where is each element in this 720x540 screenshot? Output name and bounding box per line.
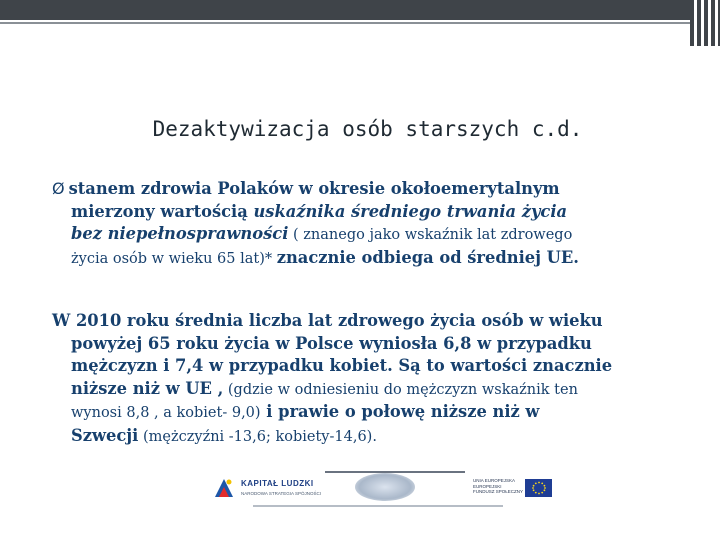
slide-title: Dezaktywizacja osób starszych c.d. [152,117,583,141]
bullet-text-4a: życia osób w wieku 65 lat)* [71,250,277,267]
para-line-5 [52,401,702,425]
corner-stripes [690,0,720,46]
top-bar [0,0,700,20]
kapital-ludzki-logo-icon [213,477,235,499]
bullet-block [52,178,692,270]
top-bar-rule [0,22,720,24]
bullet-line-1 [52,178,692,201]
kapital-ludzki-subtitle: NARODOWA STRATEGIA SPÓJNOŚCI [241,491,322,496]
para-text-6a: Szwecji [71,425,139,445]
eu-flag-icon [525,479,552,497]
footer-logos [205,467,560,513]
center-emblem-icon [355,473,415,501]
para-text-1: W 2010 roku średnia liczba lat zdrowego życia osób w wieku [52,311,603,330]
bullet-text-3a: bez niepełnosprawności [71,224,289,243]
eu-stars-icon [531,481,547,495]
para-line-4 [52,378,702,402]
paragraph-block [52,310,702,448]
bullet-text-2b: uskaźnika średniego trwania życia [253,201,568,221]
para-line-2 [52,333,702,356]
footer-top-rule [325,471,465,473]
para-text-5b: i prawie o połowę niższe niż w [260,402,540,421]
bullet-line-3 [52,223,692,247]
footer-bottom-rule [253,505,503,507]
eu-fund-label: UNIA EUROPEJSKA EUROPEJSKI FUNDUSZ SPOŁECZNY [473,478,524,494]
bullet-text-4b: znacznie odbiega od średniej UE. [276,247,579,267]
bullet-line-4 [52,247,692,271]
bullet-text-1: stanem zdrowia Polaków w okresie okołoemerytalnym [68,179,560,198]
para-text-5a: wynosi 8,8 , a kobiet- 9,0) [71,405,261,421]
para-line-1 [52,310,702,333]
kapital-ludzki-label: KAPITAŁ LUDZKI [241,479,314,488]
bullet-text-2a: mierzony wartością [71,201,254,221]
para-text-4a: niższe niż w UE , [71,378,224,398]
para-line-3 [52,355,702,378]
para-text-4b: (gdzie w odniesieniu do mężczyzn wskaźnik ten [223,381,578,398]
para-text-6b: (mężczyźni -13,6; kobiety-14,6). [138,428,377,445]
bullet-text-3b: ( znanego jako wskaźnik lat zdrowego [288,227,573,243]
arrow-bullet-icon: Ø [52,179,65,198]
para-text-2: powyżej 65 roku życia w Polsce wyniosła 6,8 w przypadku [71,333,592,353]
bullet-line-2 [52,201,692,224]
para-text-3: mężczyzn i 7,4 w przypadku kobiet. Są to wartości znacznie [71,356,613,375]
para-line-6 [52,425,702,449]
